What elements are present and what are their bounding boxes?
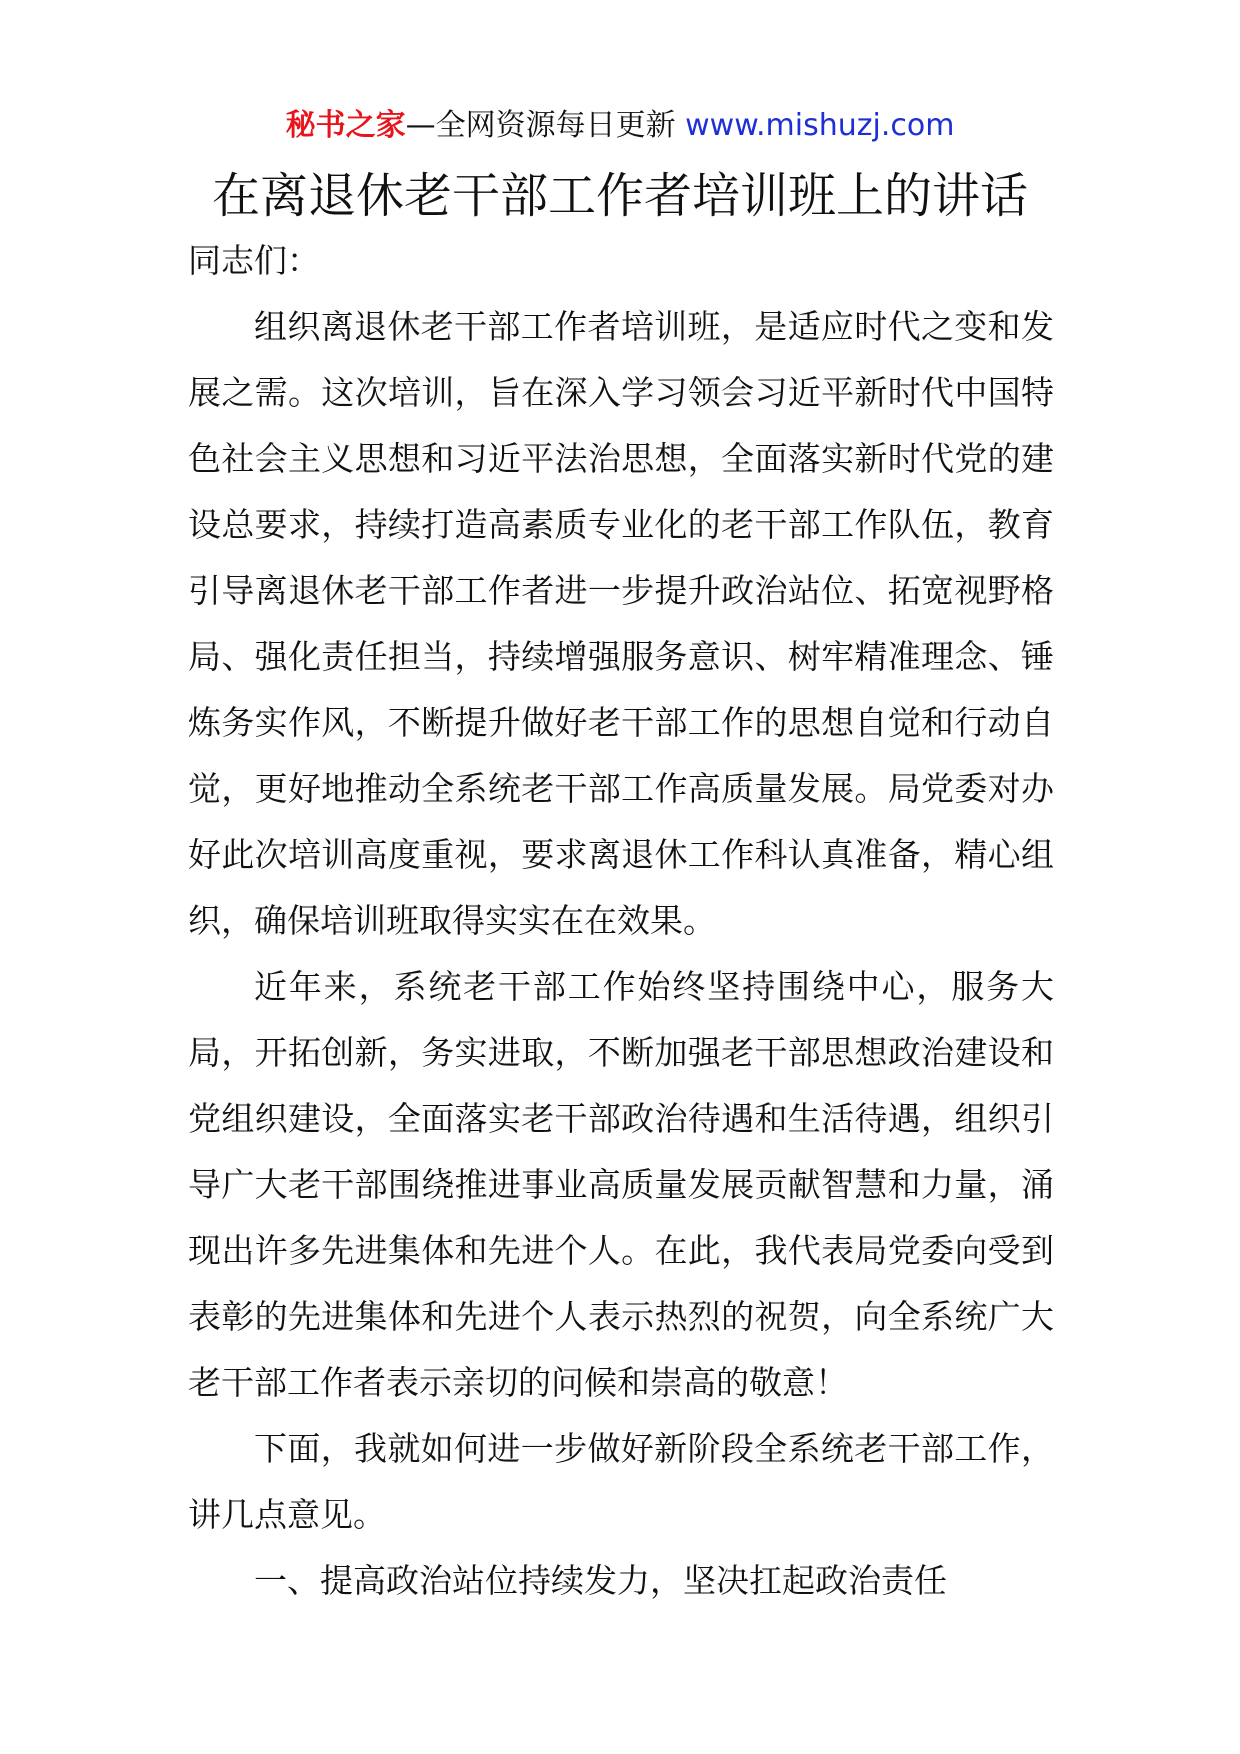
site-header [0,104,1240,148]
body-paragraph: 组织离退休老干部工作者培训班，是适应时代之变和发展之需。这次培训，旨在深入学习领会习近平新时代中国特色社会主义思想和习近平法治思想，全面落实新时代党的建设总要求，持续打造高素质专业化的老干部工作队伍，教育引导离退休老干部工作者进一步提升政治站位、拓宽视野格局、强化责任担当，持续增强服务意识、树牢精准理念、锤炼务实作风，不断提升做好老干部工作的思想自觉和行动自觉，更好地推动全系统老干部工作高质量发展。局党委对办好此次培训高度重视，要求离退休工作科认真准备，精心组织，确保培训班取得实实在在效果。 [188,307,1054,940]
body-paragraph: 下面，我就如何进一步做好新阶段全系统老干部工作，讲几点意见。 [188,1429,1054,1534]
site-url-link[interactable]: www.mishuzj.com [685,108,955,143]
document-title: 在离退休老干部工作者培训班上的讲话 [211,168,1028,224]
section-heading: 一、提高政治站位持续发力，坚决扛起政治责任 [254,1561,947,1600]
body-paragraph: 近年来，系统老干部工作始终坚持围绕中心，服务大局，开拓创新，务实进取，不断加强老干部思想政治建设和党组织建设，全面落实老干部政治待遇和生活待遇，组织引导广大老干部围绕推进事业高质量发展贡献智慧和力量，涌现出许多先进集体和先进个人。在此，我代表局党委向受到表彰的先进集体和先进个人表示热烈的祝贺，向全系统广大老干部工作者表示亲切的问候和崇高的敬意！ [188,967,1054,1402]
document-body [188,228,1054,1614]
site-brand: 秘书之家 [285,108,406,143]
salutation: 同志们： [188,241,320,280]
site-slogan: —全网资源每日更新 [405,108,676,143]
